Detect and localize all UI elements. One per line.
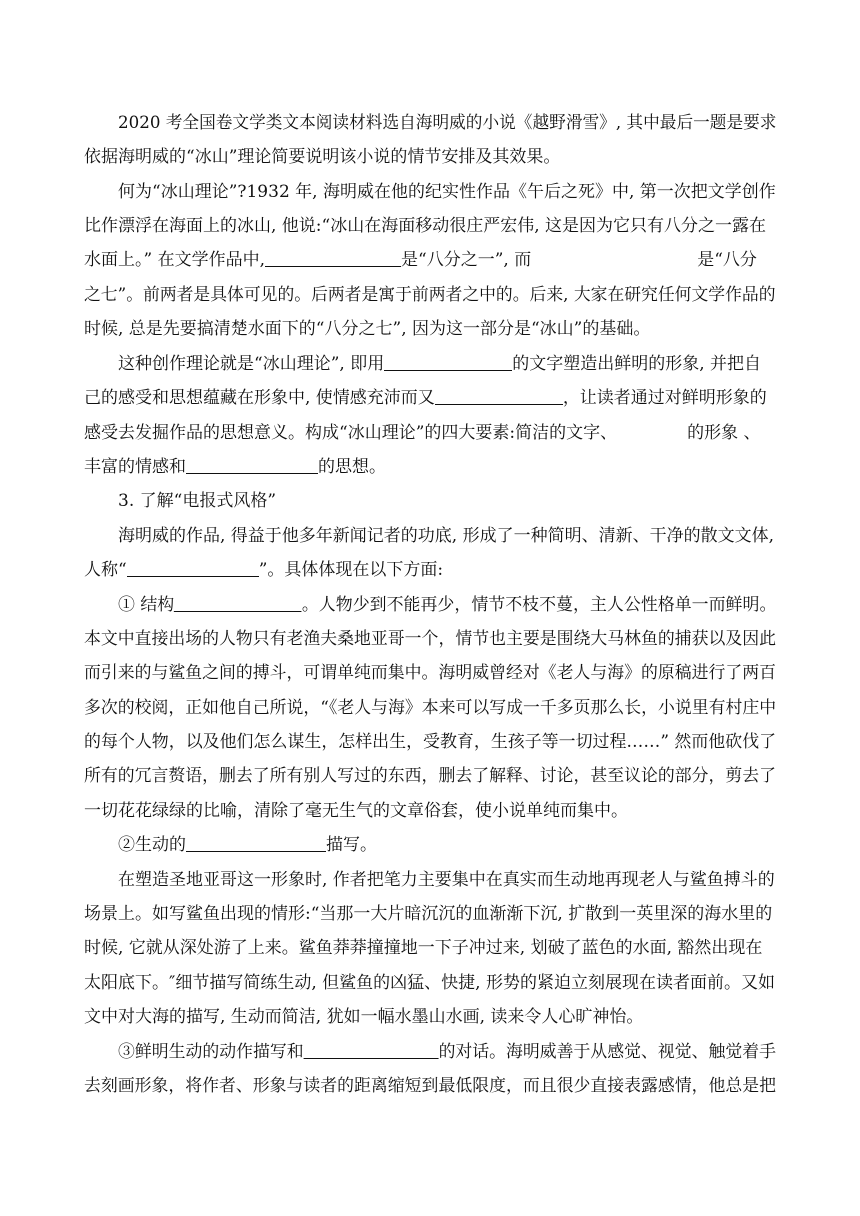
text-line: 一切花花绿绿的比喻，清除了毫无生气的文章俗套，使小说单纯而集中。 <box>84 801 628 821</box>
text-line: 太阳底下。″细节描写简练生动, 但鲨鱼的凶猛、快捷, 形势的紧迫立刻展现在读者面前。又如 <box>84 973 775 993</box>
text-segment: 己的感受和思想蕴藏在形象中, 使情感充沛而又 <box>84 388 435 408</box>
text-line: 本文中直接出场的人物只有老渔夫桑地亚哥一个，情节也主要是围绕大马林鱼的捕获以及因此 <box>84 629 776 649</box>
fill-in-blank[interactable] <box>186 457 318 474</box>
text-line: 而引来的与鲨鱼之间的搏斗，可谓单纯而集中。海明威曾经对《老人与海》的原稿进行了两百 <box>84 663 776 683</box>
text-segment: 。人物少到不能再少，情节不枝不蔓，主人公性格单一而鲜明。 <box>301 595 777 615</box>
fill-in-blank[interactable] <box>174 595 302 612</box>
fill-in-blank[interactable] <box>186 835 326 852</box>
text-line: 文中对大海的描写, 生动而简洁, 犹如一幅水墨山水画, 读来令人心旷神怡。 <box>84 1007 644 1027</box>
text-line: 的每个人物，以及他们怎么谋生，怎样出生，受教育，生孩子等一切过程……” 然而他砍伐了 <box>84 732 777 752</box>
text-line: 2020 考全国卷文学类文本阅读材料选自海明威的小说《越野滑雪》, 其中最后一题是要求 <box>118 113 777 133</box>
fill-in-blank[interactable] <box>435 388 563 405</box>
text-line: 多次的校阅，正如他自己所说，“《老人与海》本来可以写成一千多页那么长，小说里有村庄中 <box>84 698 777 718</box>
text-line: 海明威的作品, 得益于他多年新闻记者的功底, 形成了一种简明、清新、干净的散文文体, <box>118 526 775 546</box>
section-heading: 3. 了解“电报式风格” <box>118 491 277 511</box>
text-line-with-blank <box>84 387 767 409</box>
text-segment: ① 结构 <box>118 595 175 615</box>
text-segment: ②生动的 <box>118 835 186 855</box>
text-segment: 描写。 <box>326 835 377 855</box>
text-segment: 的文字塑造出鲜明的形象, 并把自 <box>512 354 762 374</box>
text-segment: ”。具体体现在以下方面: <box>258 560 444 580</box>
text-segment: 水面上。” 在文学作品中, <box>84 250 265 270</box>
text-line-with-blank <box>118 353 761 375</box>
fill-in-blank[interactable] <box>127 560 259 577</box>
text-segment: 这种创作理论就是“冰山理论”, 即用 <box>118 354 385 374</box>
text-line-with-blank <box>84 456 386 478</box>
text-line: 所有的冗言赘语，删去了所有别人写过的东西，删去了解释、讨论，甚至议论的部分，剪去了 <box>84 766 776 786</box>
text-line: 时候, 总是先要搞清楚水面下的“八分之七”, 因为这一部分是“冰山”的基础。 <box>84 319 651 339</box>
text-line: 比作漂浮在海面上的冰山, 他说:“冰山在海面移动很庄严宏伟, 这是因为它只有八分之一露在 <box>84 216 767 236</box>
text-segment: 感受去发掘作品的思想意义。构成“冰山理论”的四大要素:简洁的文字、 <box>84 423 618 443</box>
text-line-with-blank <box>84 422 761 444</box>
text-segment: 的形象 、 <box>687 423 761 443</box>
text-segment: 是“八分 <box>697 250 757 270</box>
fill-in-blank[interactable] <box>384 354 512 371</box>
text-segment: 丰富的情感和 <box>84 457 186 477</box>
text-segment: 人称“ <box>84 560 127 580</box>
fill-in-blank[interactable] <box>304 1042 439 1059</box>
text-line-with-blank <box>118 834 377 856</box>
text-segment: ，让读者通过对鲜明形象的 <box>562 388 767 408</box>
text-line-with-blank <box>118 594 776 616</box>
text-line-with-blank <box>118 1041 776 1063</box>
text-line-with-blank <box>84 559 443 581</box>
text-line: 何为“冰山理论”?1932 年, 海明威在他的纪实性作品《午后之死》中, 第一次把文学创作 <box>118 182 776 202</box>
text-segment: 的思想。 <box>318 457 386 477</box>
text-line: 场景上。如写鲨鱼出现的情形:“当那一大片暗沉沉的血渐渐下沉, 扩散到一英里深的海水里的 <box>84 904 773 924</box>
fill-in-blank[interactable] <box>265 250 401 267</box>
text-segment: 是“八分之一”, 而 <box>401 250 532 270</box>
text-line: 依据海明威的“冰山”理论简要说明该小说的情节安排及其效果。 <box>84 147 561 167</box>
text-line: 时候, 它就从深处游了上来。鲨鱼莽莽撞撞地一下子冲过来, 划破了蓝色的水面, 豁然出现在 <box>84 938 763 958</box>
text-line: 在塑造圣地亚哥这一形象时, 作者把笔力主要集中在真实而生动地再现老人与鲨鱼搏斗的 <box>118 870 775 890</box>
text-line: 之七”。前两者是具体可见的。后两者是寓于前两者之中的。后来, 大家在研究任何文学作品的 <box>84 285 776 305</box>
text-line-with-blank <box>84 249 757 271</box>
text-segment: 的对话。海明威善于从感觉、视觉、触觉着手 <box>438 1042 776 1062</box>
text-line: 去刻画形象，将作者、形象与读者的距离缩短到最低限度，而且很少直接表露感情，他总是把 <box>84 1076 776 1096</box>
text-segment: ③鲜明生动的动作描写和 <box>118 1042 304 1062</box>
